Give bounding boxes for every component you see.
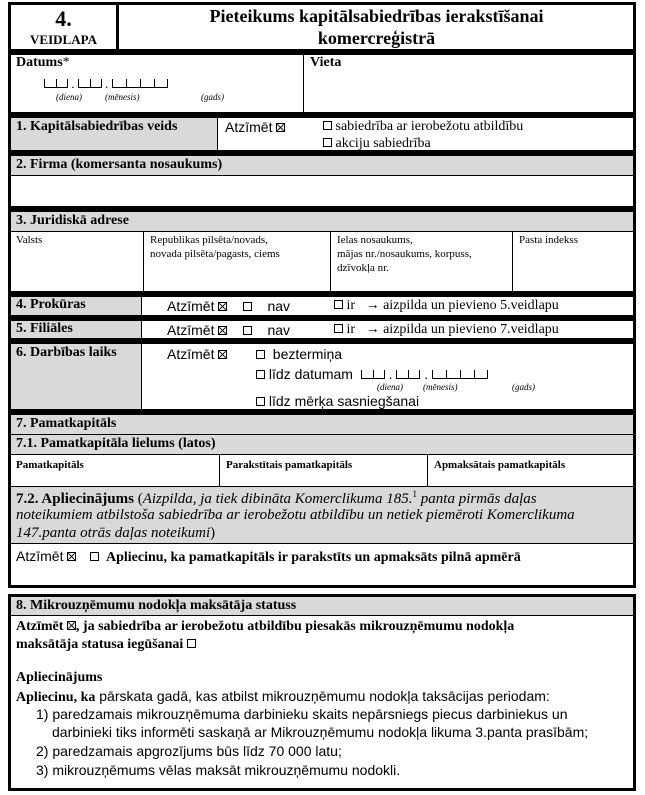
checkbox-as[interactable]	[323, 138, 332, 147]
date-dot: .	[105, 76, 109, 91]
section-8-confirm-text: pārskata gadā, kas atbilst mikrouzņēmumu nodokļa taksācijas periodam:	[95, 688, 550, 704]
section-7-title: 7. Pamatkapitāls	[16, 416, 117, 431]
checked-box-icon	[218, 350, 227, 359]
capital-total-label: Pamatkapitāls	[16, 459, 84, 471]
condition-2: 2) paredzamais apgrozījums būs līdz 70 000 latu;	[36, 743, 342, 759]
filiales-instruction: aizpilda un pievieno 7.veidlapu	[383, 322, 559, 337]
option-sia-label: sabiedrība ar ierobežotu atbildību	[335, 119, 524, 134]
checked-box-icon	[218, 326, 227, 335]
date-label-text: Datums	[16, 55, 63, 70]
checkbox-goal[interactable]	[256, 397, 265, 406]
form-label: VEIDLAPA	[30, 32, 97, 47]
capital-confirm-text: Apliecinu, ka pamatkapitāls ir parakstīts un apmaksāts pilnā apmērā	[105, 550, 521, 565]
until-sub-year: (gads)	[512, 382, 535, 392]
section-2-title: 2. Firma (komersanta nosaukums)	[16, 157, 223, 172]
checkbox-indefinite[interactable]	[256, 350, 265, 359]
section-1-divider	[217, 118, 218, 150]
address-country-label: Valsts	[16, 234, 43, 246]
address-street-label-2: mājas nr./nosaukums, korpuss,	[337, 248, 472, 260]
address-col-divider	[143, 231, 144, 291]
ir-label: ir	[346, 322, 356, 337]
mark-label: Atzīmēt	[16, 619, 64, 634]
section-1-mark	[225, 119, 285, 135]
checked-box-icon	[276, 123, 285, 132]
address-city-label-2: novada pilsēta/pagasts, ciems	[150, 248, 280, 260]
address-street-label-3: dzīvokļa nr.	[337, 262, 389, 274]
form-title-line1: Pieteikums kapitālsabiedrības ierakstīšanai	[209, 6, 544, 26]
section-8-mark-text-2: maksātāja statusa iegūšanai	[16, 637, 184, 652]
option-goal-label: līdz mērķa sasniegšanai	[268, 393, 420, 409]
option-as[interactable]	[323, 136, 431, 152]
checkbox-capital-confirm[interactable]	[90, 552, 99, 561]
mark-label: Atzīmēt	[167, 346, 215, 362]
section-3-title: 3. Juridiskā adrese	[16, 213, 129, 228]
arrow-icon: →	[365, 322, 380, 337]
section-7-2-heading: 7.2. Apliecinājums	[16, 491, 134, 507]
place-label: Vieta	[310, 55, 342, 70]
checkbox-until-date[interactable]	[256, 370, 265, 379]
date-sub-day: (diena)	[56, 92, 82, 102]
section-5-divider	[141, 321, 142, 338]
section-6-divider	[141, 344, 142, 409]
section-6-title: 6. Darbības laiks	[16, 345, 117, 360]
company-name-field[interactable]	[11, 177, 633, 206]
section-7-2-confirm	[16, 548, 521, 566]
date-dot: .	[424, 366, 429, 382]
address-col-divider	[512, 231, 513, 291]
capital-paid-label: Apmaksātais pamatkapitāls	[434, 459, 566, 471]
superscript-1: 1	[412, 489, 418, 499]
date-sub-month: (mēnesis)	[105, 92, 140, 102]
checkbox-filiales-ir[interactable]	[334, 324, 343, 333]
paren-close: )	[210, 525, 216, 541]
address-postcode-label: Pasta indekss	[519, 234, 578, 246]
section-7-1-title: 7.1. Pamatkapitāla lielums (latos)	[16, 436, 216, 451]
section-8-mark-line2	[16, 637, 196, 653]
date-sub-year: (gads)	[201, 92, 224, 102]
until-sub-day: (diena)	[377, 382, 403, 392]
section-4-options	[167, 298, 290, 314]
section-7-2-note-line3	[16, 525, 215, 542]
capital-col-divider	[427, 455, 428, 486]
section-7-2-divider	[11, 543, 633, 544]
prokuras-instruction: aizpilda un pievieno 5.veidlapu	[383, 298, 559, 313]
section-7-2-title	[16, 489, 537, 508]
section-8-title: 8. Mikrouzņēmumu nodokļa maksātāja statuss	[16, 598, 297, 613]
section-8-confirm-title: Apliecinājums	[16, 670, 103, 685]
checked-box-icon	[67, 552, 76, 561]
section-7-2-note-1: Aizpilda, ja tiek dibināta Komerclikuma 185.	[142, 491, 413, 507]
mark-label: Atzīmēt	[16, 548, 64, 564]
mark-label: Atzīmēt	[167, 298, 215, 314]
nav-label: nav	[267, 322, 291, 338]
mark-label: Atzīmēt	[225, 119, 273, 135]
option-goal[interactable]	[256, 393, 419, 409]
section-8-mark-text: , ja sabiedrība ar ierobežotu atbildību piesakās mikrouzņēmumu nodokļa	[75, 619, 515, 634]
address-street-label-1: Ielas nosaukums,	[337, 234, 413, 246]
date-place-divider	[303, 52, 304, 115]
mark-label: Atzīmēt	[167, 322, 215, 338]
section-4-divider	[141, 297, 142, 315]
required-asterisk: *	[62, 55, 70, 70]
option-indefinite[interactable]	[256, 346, 342, 362]
condition-1-line2: darbinieki tiks informēti saskaņā ar Mikrouzņēmumu nodokļa likuma 3.panta prasībām;	[52, 724, 589, 740]
checkbox-sia[interactable]	[323, 121, 332, 130]
date-label	[16, 55, 70, 71]
address-city-label-1: Republikas pilsēta/novads,	[150, 234, 268, 246]
checked-box-icon	[67, 621, 76, 630]
form-title-line2: komercreģistrā	[317, 28, 436, 48]
checkbox-micro-tax[interactable]	[187, 639, 196, 648]
address-col-divider	[330, 231, 331, 291]
option-indefinite-label: beztermiņa	[272, 346, 343, 362]
condition-3: 3) mikrouzņēmums vēlas maksāt mikrouzņēmumu nodokli.	[36, 762, 401, 778]
until-sub-month: (mēnesis)	[423, 382, 458, 392]
form-number: 4.	[55, 6, 72, 31]
section-5-ir-option	[334, 322, 559, 338]
section-4-title: 4. Prokūras	[16, 297, 86, 312]
date-dot: .	[71, 76, 75, 91]
section-1-title: 1. Kapitālsabiedrības veids	[16, 119, 178, 134]
capital-subscribed-label: Parakstītais pamatkapitāls	[226, 459, 353, 471]
option-until-date-label: līdz datumam	[268, 366, 353, 382]
condition-1-line1: 1) paredzamais mikrouzņēmuma darbinieku skaits nepārsniegs piecus darbiniekus un	[36, 706, 568, 722]
section-8-confirm-line	[16, 688, 550, 706]
date-input[interactable]	[44, 76, 168, 92]
checkbox-prokuras-ir[interactable]	[334, 300, 343, 309]
nav-label: nav	[267, 298, 291, 314]
section-8-mark-line1	[16, 619, 514, 635]
section-5-title: 5. Filiāles	[16, 321, 73, 336]
option-as-label: akciju sabiedrība	[335, 136, 431, 151]
checkbox-filiales-nav[interactable]	[243, 326, 252, 335]
option-until-date[interactable]	[256, 366, 488, 382]
section-8-confirm-bold: Apliecinu, ka	[16, 690, 96, 705]
option-sia[interactable]	[323, 119, 523, 135]
section-5-options	[167, 322, 290, 338]
section-7-2-note-2: panta pirmās daļas	[417, 491, 537, 507]
ir-label: ir	[346, 298, 356, 313]
arrow-icon: →	[365, 298, 380, 313]
section-6-mark	[167, 346, 227, 362]
checked-box-icon	[218, 302, 227, 311]
date-dot: .	[388, 366, 393, 382]
paren-open: (	[137, 491, 143, 507]
section-7-2-note-3: 147.panta otrās daļas noteikumi	[16, 525, 211, 541]
capital-col-divider	[219, 455, 220, 486]
section-4-ir-option	[334, 298, 559, 314]
section-7-2-note-line2: noteikumiem atbilstoša sabiedrība ar ierobežotu atbildību un netiek piemēroti Komerclikuma	[16, 507, 575, 523]
checkbox-prokuras-nav[interactable]	[243, 302, 252, 311]
